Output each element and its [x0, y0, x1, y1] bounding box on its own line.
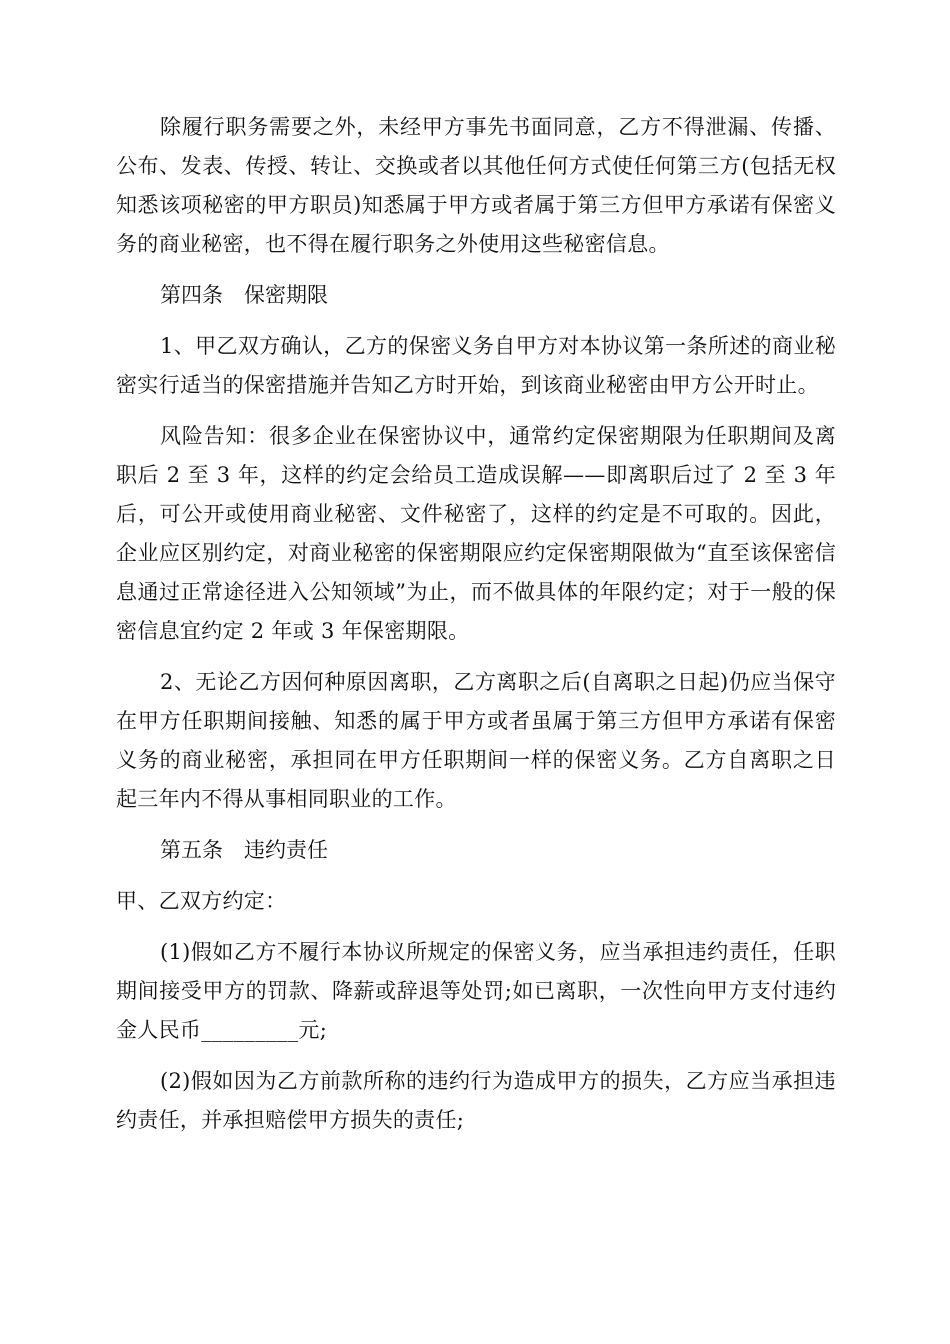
- paragraph-penalty-1: (1)假如乙方不履行本协议所规定的保密义务，应当承担违约责任，任职期间接受甲方的罚款、降薪或辞退等处罚;如已离职，一次性向甲方支付违约金人民币_________元;: [116, 940, 836, 1042]
- paragraph-penalty-2: (2)假如因为乙方前款所称的违约行为造成甲方的损失，乙方应当承担违约责任，并承担赔偿甲方损失的责任;: [116, 1069, 836, 1132]
- paragraph-post-employment: 2、无论乙方因何种原因离职，乙方离职之后(自离职之日起)仍应当保守在甲方任职期间接触、知悉的属于甲方或者虽属于第三方但甲方承诺有保密义务的商业秘密，承担同在甲方任职期间一样的保密义务。乙方自离职之日起三年内不得从事相同职业的工作。: [116, 670, 836, 811]
- paragraph-confidentiality-obligation: 除履行职务需要之外，未经甲方事先书面同意，乙方不得泄漏、传播、公布、发表、传授、转让、交换或者以其他任何方式使任何第三方(包括无权知悉该项秘密的甲方职员)知悉属于甲方或者属于第三方但甲方承诺有保密义务的商业秘密，也不得在履行职务之外使用这些秘密信息。: [116, 115, 836, 256]
- paragraph-risk-notice: 风险告知：很多企业在保密协议中，通常约定保密期限为任职期间及离职后 2 至 3 年，这样的约定会给员工造成误解——即离职后过了 2 至 3 年后，可公开或使用商业秘密、文件秘密了，这样的约定是不可取的。因此，企业应区别约定，对商业秘密的保密期限应约定保密期限做为“直至该保密信息通过正常途径进入公知领域”为止，而不做具体的年限约定；对于一般的保密信息宜约定 2 年或 3 年保密期限。: [116, 424, 836, 643]
- paragraph-term-start: 1、甲乙双方确认，乙方的保密义务自甲方对本协议第一条所述的商业秘密实行适当的保密措施并告知乙方时开始，到该商业秘密由甲方公开时止。: [116, 334, 836, 397]
- article-5-heading: 第五条 违约责任: [160, 838, 328, 862]
- paragraph-parties-agree: 甲、乙双方约定：: [116, 889, 287, 913]
- article-4-heading: 第四条 保密期限: [160, 283, 328, 307]
- document-page: [116, 108, 836, 1152]
